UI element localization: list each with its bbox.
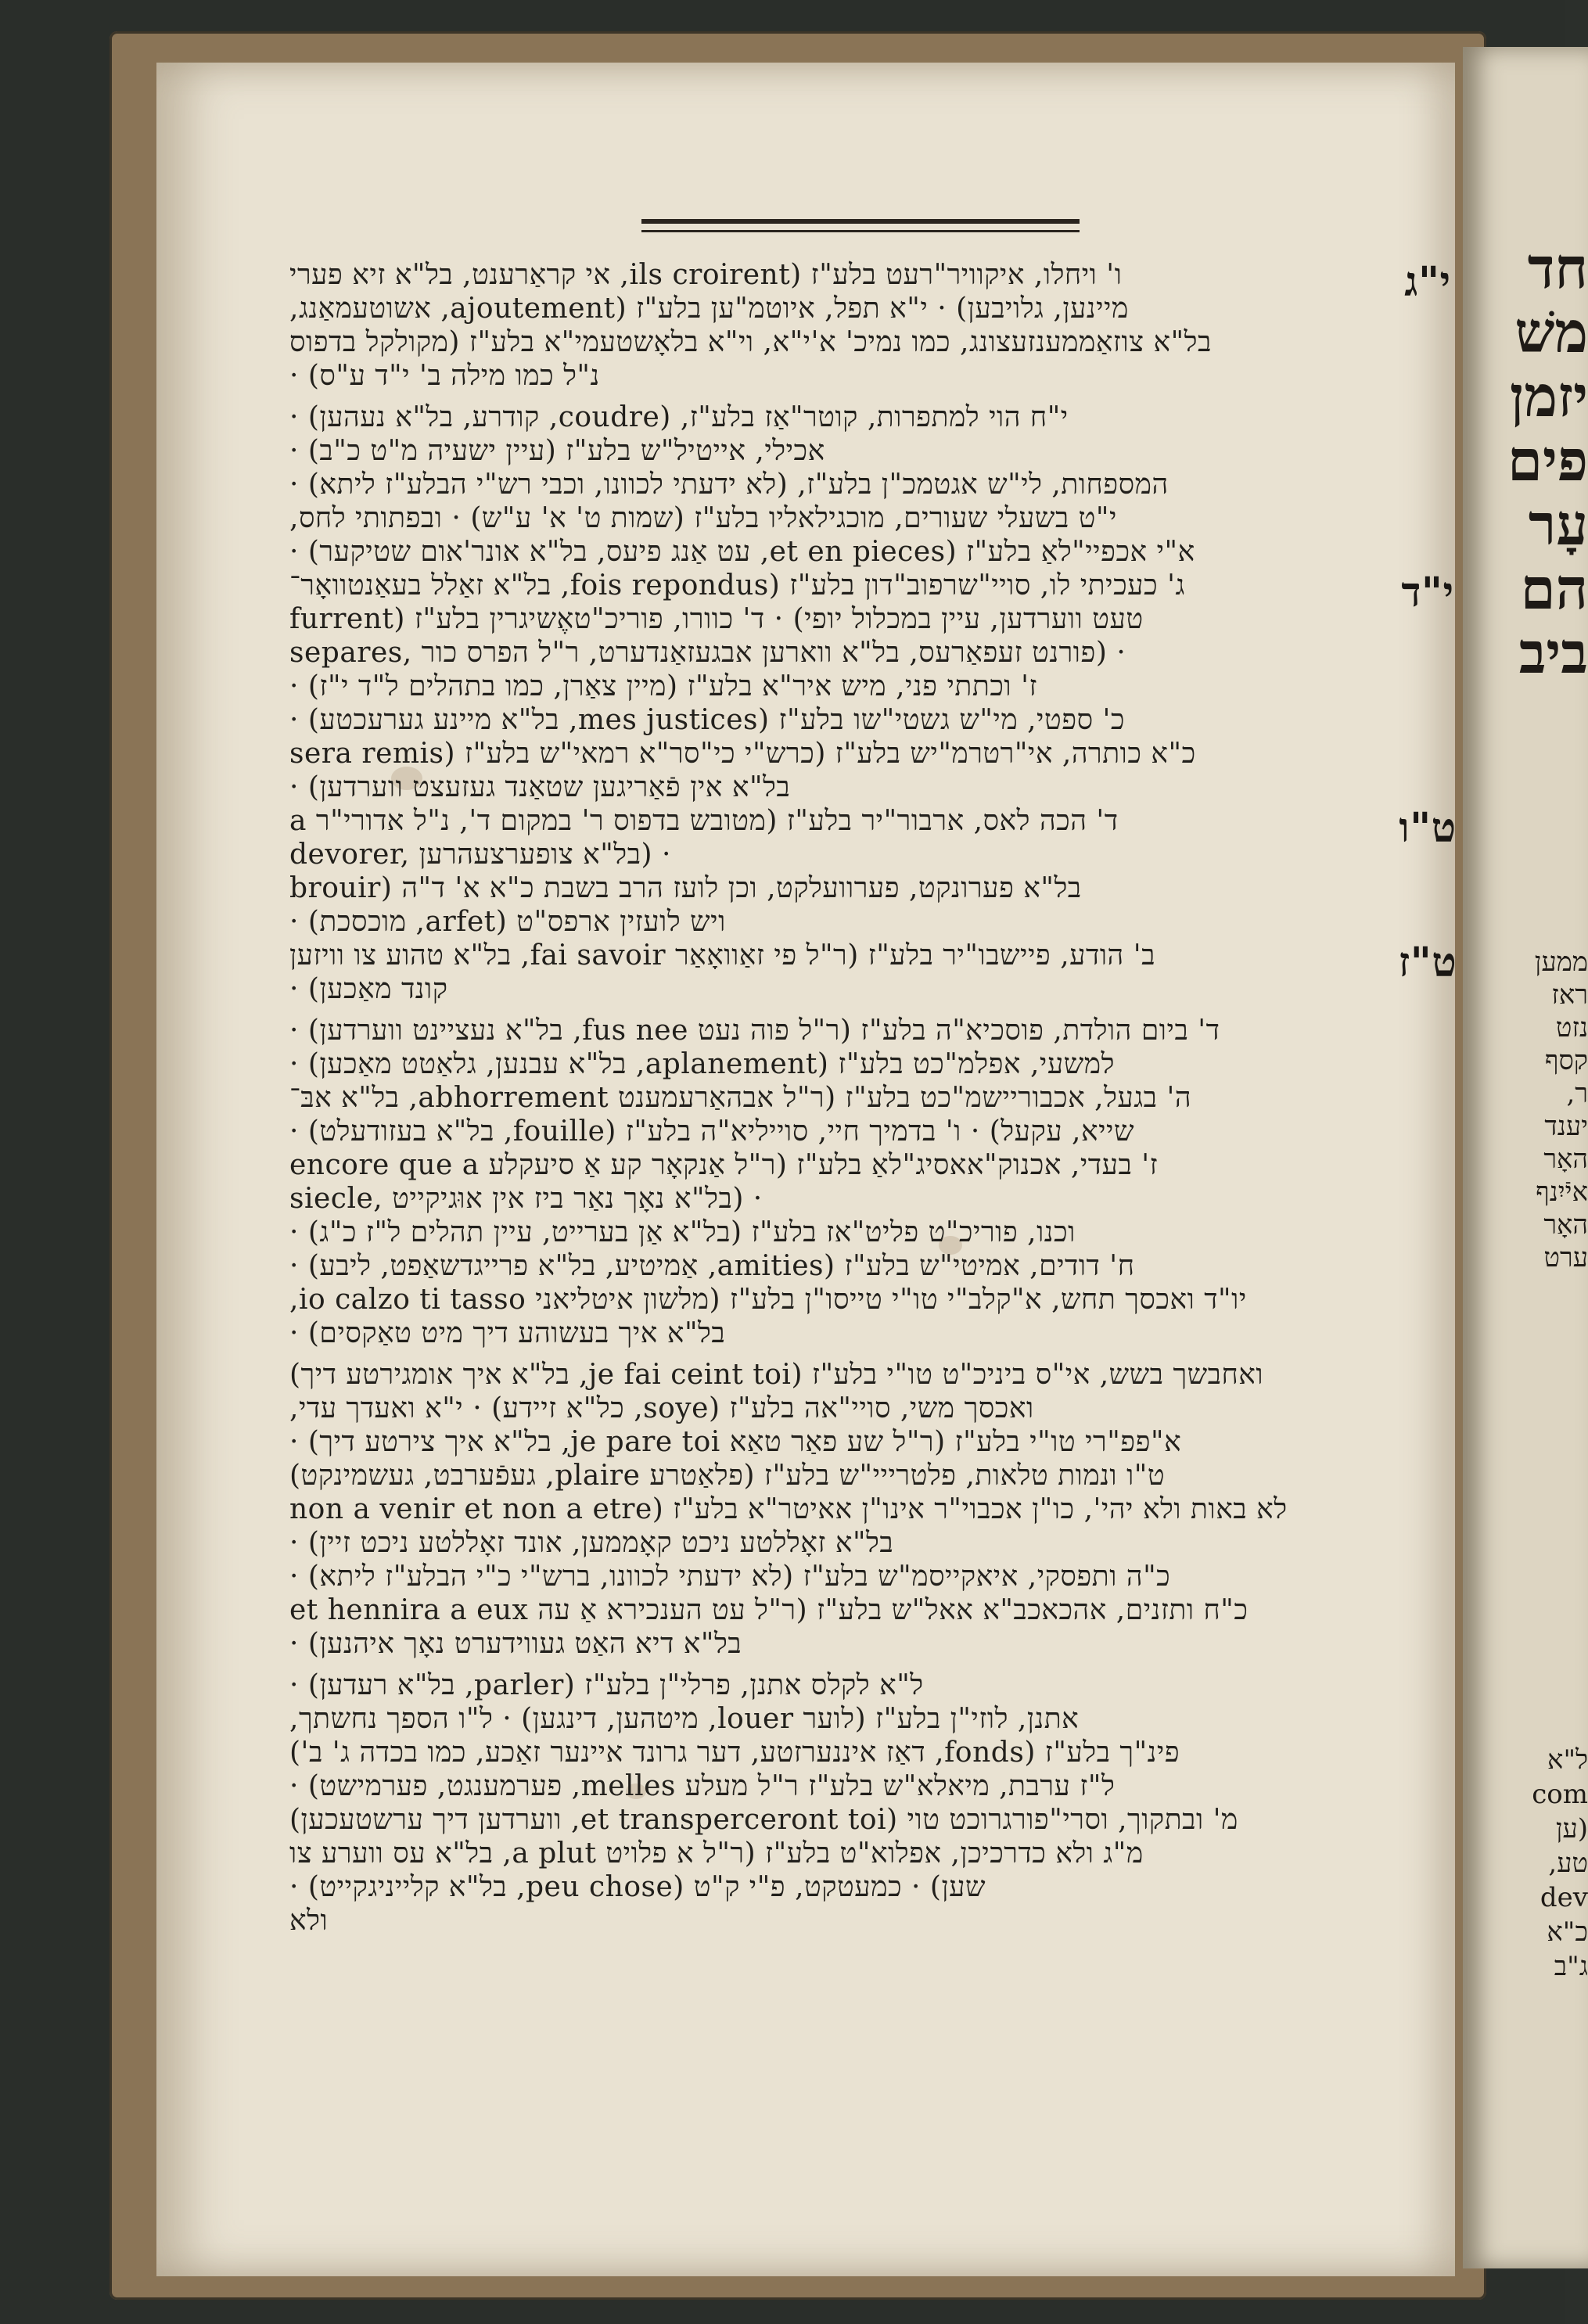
facing-page-text: הם xyxy=(1520,555,1588,622)
facing-page-text: חד xyxy=(1527,235,1588,301)
glossary-text: מיינען, גלויבען) · י"א תפל, איוטמ"ען בלע"ז (ajoutement, אשוטעמאַנג, xyxy=(289,293,1129,325)
facing-page-text: יענד xyxy=(1544,1111,1588,1142)
glossary-line xyxy=(289,1702,1400,1736)
glossary-line xyxy=(289,1216,1400,1249)
facing-page-text: משׁ xyxy=(1514,299,1588,365)
glossary-text: ו' ויחלו, איקוויר"רעט בלע"ז (ils croirent, אי קראַרענט, בל"א זיא פערי xyxy=(289,259,1123,291)
facing-page-text: פים xyxy=(1507,427,1588,494)
glossary-line xyxy=(289,1047,1400,1081)
glossary-text: טעט ווערדען, עיין במכלול יופי) · ד' כוורו, פוריכ"טאֶשיגרין בלע"ז (furrent xyxy=(289,603,1144,635)
glossary-text: שייא, עקעל) · ו' בדמיך חיי, סוייליא"ה בלע"ז (fouille, בל"א בעזודעלט) · xyxy=(289,1115,1134,1148)
facing-page-text: קסף xyxy=(1544,1045,1588,1076)
glossary-line xyxy=(289,804,1457,852)
glossary-line xyxy=(289,1425,1400,1459)
glossary-text: devorer, בל"א צופערצעהרען) · xyxy=(289,839,671,871)
verse-number: ט"ו xyxy=(1399,804,1457,852)
glossary-line xyxy=(289,1803,1400,1837)
glossary-line xyxy=(289,1837,1400,1870)
glossary-line xyxy=(289,1358,1400,1392)
glossary-line xyxy=(289,401,1400,434)
glossary-text: בל"א איך בעשוהע דיך מיט טאַקסים) · xyxy=(289,1317,726,1349)
glossary-line xyxy=(289,1627,1400,1661)
facing-page-text: ביב xyxy=(1518,620,1588,686)
glossary-line xyxy=(289,1560,1400,1593)
glossary-line xyxy=(289,670,1400,703)
glossary-text: יו"ד ואכסך תחש, א"קלב"י טו"י טייסו"ן בלע"ז (מלשון איטליאני io calzo ti tasso, xyxy=(289,1284,1247,1316)
glossary-line xyxy=(289,1459,1400,1492)
glossary-text: כ' ספטי, מי"ש גשטי"שו בלע"ז (mes justices, בל"א מיינע גערעכטע) · xyxy=(289,704,1126,736)
glossary-line xyxy=(289,1316,1400,1350)
facing-page-text: ממען xyxy=(1534,946,1588,978)
glossary-line xyxy=(289,737,1400,770)
glossary-line xyxy=(289,838,1400,871)
glossary-text: ואכסך משי, סויי"אה בלע"ז (soye, כל"א זיידע) · י"א ואעדך עדי, xyxy=(289,1392,1034,1424)
glossary-text: כ"ח ותזנים, אהכאכב"א אאל"ש בלע"ז (ר"ל עט הענכירא אַ עה et hennira a eux xyxy=(289,1594,1248,1626)
glossary-text: ח' דודים, אמיטי"ש בלע"ז (amities, אַמיטיע, בל"א פרייגדשאַפט, ליבע) · xyxy=(289,1250,1135,1282)
glossary-text: ל"א לקלס אתנן, פרלי"ן בלע"ז (parler, בל"א רעדען) · xyxy=(289,1669,924,1701)
facing-page-text: ל"א xyxy=(1547,1744,1588,1776)
glossary-line xyxy=(289,905,1400,939)
glossary-text: בל"א דיא האַט געווידערט נאָך איהנען) · xyxy=(289,1628,742,1660)
glossary-line xyxy=(289,1115,1400,1148)
glossary-text: י"ח הוי למתפרות, קוטר"אַז בלע"ז, (coudre, קודרע, בל"א נעהען) · xyxy=(289,401,1069,433)
glossary-line xyxy=(289,1870,1400,1904)
facing-page-text: (ען xyxy=(1555,1813,1588,1844)
glossary-line xyxy=(289,325,1400,359)
glossary-text: קונד מאַכען) · xyxy=(289,973,448,1005)
glossary-line xyxy=(289,602,1400,636)
glossary-text: מ' ובתקוך, וסרי"פורגרוכט טוי (et transperceront toi, ווערדען דיך ערשטעכען) xyxy=(289,1804,1238,1836)
glossary-text: נ"ל כמו מילה ב' י"ד ע"ס) · xyxy=(289,360,600,392)
glossary-text: מ"ג ולא כדרכיכן, אפלוא"ט בלע"ז (ר"ל א פלויט a plut, בל"א עס ווערע צו xyxy=(289,1837,1144,1870)
facing-page-text: טע, xyxy=(1548,1848,1588,1879)
glossary-line xyxy=(289,1014,1400,1047)
facing-page-text: עָר xyxy=(1528,491,1588,558)
glossary-text: שען) · כמעטקט, פ"י ק"ט (peu chose, בל"א קלייניגקייט) · xyxy=(289,1871,986,1903)
glossary-text: כ"א כותרה, אי"רטרמ"יש בלע"ז (כרש"י כי"סר"א רמאי"ש בלע"ז (sera remis xyxy=(289,738,1196,770)
glossary-text: ד' ביום הולדת, פוסכיא"ה בלע"ז (ר"ל פוה נעט fus nee, בל"א נעציינט ווערדען) · xyxy=(289,1015,1220,1047)
glossary-text: siecle, בל"א נאָך נאַר ביז אין אוּגיקייט) · xyxy=(289,1183,763,1215)
glossary-text: בל"א אין פֿאַריגען שטאַנד געזעצט ווערדען) · xyxy=(289,771,791,803)
facing-page-text: ראז xyxy=(1551,979,1588,1011)
verse-number: י"ג xyxy=(1404,258,1451,306)
glossary-text: ד' הכה לאס, ארבור"יר בלע"ז (מטובש בדפוס ר' במקום ד', נ"ל אדורי"ר a xyxy=(289,805,1119,837)
glossary-line xyxy=(289,1668,1400,1702)
glossary-line xyxy=(289,871,1400,905)
glossary-text: separes, פורנט זעפאַרעס, בל"א ווארען אבגעזאַנדערט, ר"ל הפרס כור) · xyxy=(289,637,1126,669)
facing-page-text: כ"א xyxy=(1547,1916,1588,1948)
glossary-text: בל"א פערונקט, פערוועלקט, וכן לועז הרב בשבת כ"א א' ד"ה (brouir xyxy=(289,872,1082,904)
glossary-line xyxy=(289,1526,1400,1560)
glossary-text: ויש לועזין ארפס"ט (arfet, מוכסכת) · xyxy=(289,906,726,938)
glossary-text: ט"ו ונמות טלאות, פלטרייי"ש בלע"ז (פלאַטרע plaire, געפֿערבט, געשמינקט) xyxy=(289,1460,1166,1492)
glossary-text: לא באות ולא יהי', כו"ן אכבוי"ר אינו"ן אאיטר"א בלע"ז (non a venir et non a etre xyxy=(289,1493,1288,1525)
glossary-line xyxy=(289,501,1400,535)
glossary-text: בל"א זאָללטע ניכט קאָממען, אונד זאָללטע ניכט זיין) · xyxy=(289,1527,894,1559)
glossary-line xyxy=(289,939,1457,986)
facing-page-text: ר, xyxy=(1566,1078,1588,1109)
facing-page-text: ג"ב xyxy=(1554,1951,1588,1982)
glossary-line xyxy=(289,1904,1400,1938)
facing-page-text: האָר xyxy=(1543,1209,1588,1241)
glossary-text: המספחות, לי"ש אגטמכ"ן בלע"ז, (לא ידעתי לכוונו, וכבי רש"י הבלע"ז ליתא) · xyxy=(289,469,1169,501)
glossary-text: ל"ז ערבת, מיאלא"ש בלע"ז ר"ל מעלע melles, פערמענגט, פערמישט) · xyxy=(289,1770,1116,1802)
glossary-text: ג' כעכיתי לו, סויי"שרפוב"דון בלע"ז (fois repondus, בל"א זאַלל בעאַנטוואָר־ xyxy=(289,569,1185,602)
glossary-text: כ"ה ותפסקי, איאקייסמ"ש בלע"ז (לא ידעתי לכוונו, ברש"י כ"י הבלע"ז ליתא) · xyxy=(289,1561,1171,1593)
facing-page-text: נזט xyxy=(1555,1012,1588,1043)
verse-number: ט"ז xyxy=(1398,939,1457,986)
glossary-line xyxy=(289,1148,1400,1182)
glossary-line xyxy=(289,1283,1400,1316)
glossary-line xyxy=(289,1492,1400,1526)
glossary-line xyxy=(289,1593,1400,1627)
header-rule xyxy=(641,219,1080,224)
glossary-text: ב' הודע, פיישבו"יר בלע"ז (ר"ל פי זאַוואָאַר fai savoir, בל"א טהוע צו וויזען xyxy=(289,939,1155,972)
header-rule-thin xyxy=(641,230,1080,232)
facing-page-text: dev xyxy=(1539,1882,1588,1913)
facing-page-text: com xyxy=(1532,1779,1588,1810)
facing-page-edge xyxy=(1463,47,1588,2268)
glossary-text: א"י אכפיי"לאַ בלע"ז (et en pieces, עט אַנג פיעס, בל"א אונר'אום שטיקער) · xyxy=(289,536,1195,568)
glossary-line xyxy=(289,569,1454,616)
glossary-line xyxy=(289,292,1400,325)
glossary-line xyxy=(289,359,1400,393)
glossary-line xyxy=(289,1249,1400,1283)
glossary-text: ולא xyxy=(289,1905,329,1937)
glossary-line xyxy=(289,535,1400,569)
glossary-line xyxy=(289,1769,1400,1803)
glossary-text: ואחבשך בשש, אי"ס ביניכ"ט טו"י בלע"ז (je fai ceint toi, בל"א איך אומגירטע דיך) xyxy=(289,1359,1264,1391)
glossary-text: אתנן, לוזי"ן בלע"ז (לוער louer, מיטהען, דינגען) · ל"ו הספך נחשתך, xyxy=(289,1703,1080,1735)
glossary-text: למשעי, אפלמ"כט בלע"ז (aplanement, בל"א עבנען, גלאַטט מאַכען) · xyxy=(289,1048,1115,1080)
glossary-line xyxy=(289,1081,1400,1115)
facing-page-text: יזמן xyxy=(1510,363,1588,429)
facing-page-text: ערט xyxy=(1543,1242,1588,1273)
verse-number: י"ד xyxy=(1401,569,1454,616)
glossary-text: ז' וכתתי פני, מיש איר"א בלע"ז (מיין צאַרן, כמו בתהלים ל"ד י"ז) · xyxy=(289,670,1038,702)
glossary-text: אכילי, אייטיל"ש בלע"ז (עיין ישעיה מ"ט כ"ב) · xyxy=(289,435,825,467)
glossary-text: י"ט בשעלי שעורים, מוכגילאליו בלע"ז (שמות ט' א' ע"ש) · ובפתותי לחס, xyxy=(289,502,1117,534)
glossary-line xyxy=(289,258,1451,306)
glossary-text: וכנו, פוריכ"ט פליט"אז בלע"ז (בל"א אַן בערייט, עיין תהלים ל"ז כ"ג) · xyxy=(289,1216,1076,1248)
glossary-entries xyxy=(289,258,1457,1938)
glossary-line xyxy=(289,636,1400,670)
glossary-line xyxy=(289,1392,1400,1425)
facing-page-text: איֿיִנף xyxy=(1536,1176,1588,1208)
glossary-text: א"פפ"רי טו"י בלע"ז (ר"ל שע פאַר טאַא je pare toi, בל"א איך צירטע דיך) · xyxy=(289,1426,1182,1458)
glossary-text: ז' בעדי, אכנוק"אאסיג"לאַ בלע"ז (ר"ל אַנקאָר קע אַ סיעקלע encore que a xyxy=(289,1149,1159,1181)
glossary-text: פינ"ך בלע"ז (fonds, דאַז איננערזטע, דער גרונד איינער זאַכע, כמו בכדה ג' ב') xyxy=(289,1737,1180,1769)
book-page xyxy=(156,63,1455,2276)
glossary-line xyxy=(289,703,1400,737)
glossary-line xyxy=(289,1182,1400,1216)
glossary-line xyxy=(289,972,1400,1006)
glossary-line xyxy=(289,770,1400,804)
glossary-line xyxy=(289,468,1400,501)
glossary-line xyxy=(289,434,1400,468)
glossary-text: ה' בגעל, אכבוריישמ"כט בלע"ז (ר"ל אבהאַרעמענט abhorrement, בל"א אבּ־ xyxy=(289,1082,1192,1114)
glossary-text: בל"א צוזאַממענזעצונג, כמו נמיכ' א'י"א, וי"א בלאָשטעמי"א בלע"ז (מקולקל בדפוס xyxy=(289,326,1212,358)
glossary-line xyxy=(289,1736,1400,1769)
facing-page-text: האָר xyxy=(1543,1144,1588,1175)
